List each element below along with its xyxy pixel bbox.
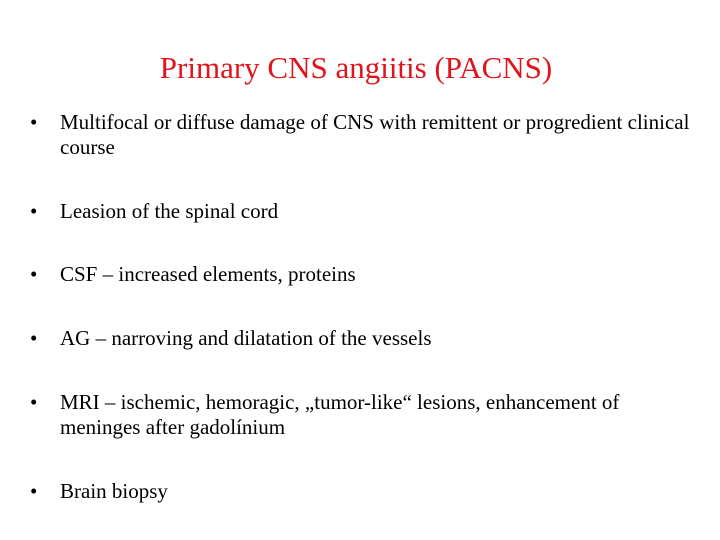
bullet-marker: • <box>30 199 38 223</box>
bullet-marker: • <box>30 262 38 286</box>
slide-title: Primary CNS angiitis (PACNS) <box>159 50 553 85</box>
bullet-text: Brain biopsy <box>60 479 168 503</box>
bullet-text: Leasion of the spinal cord <box>60 199 279 223</box>
bullet-item <box>30 479 700 504</box>
bullet-text: MRI – ischemic, hemoragic, „tumor-like“ lesions, enhancement of meninges after gadolínium <box>60 390 620 439</box>
bullet-text: Multifocal or diffuse damage of CNS with remittent or progredient clinical course <box>60 110 690 159</box>
bullet-marker: • <box>30 390 38 414</box>
bullet-item <box>30 199 700 224</box>
bullet-item <box>30 326 700 351</box>
bullet-item <box>30 262 700 287</box>
bullet-marker: • <box>30 110 38 134</box>
bullet-item <box>30 110 700 160</box>
bullet-text: AG – narroving and dilatation of the vessels <box>60 326 432 350</box>
bullet-text: CSF – increased elements, proteins <box>60 262 356 286</box>
bullet-item <box>30 390 700 440</box>
bullet-marker: • <box>30 479 38 503</box>
bullet-marker: • <box>30 326 38 350</box>
